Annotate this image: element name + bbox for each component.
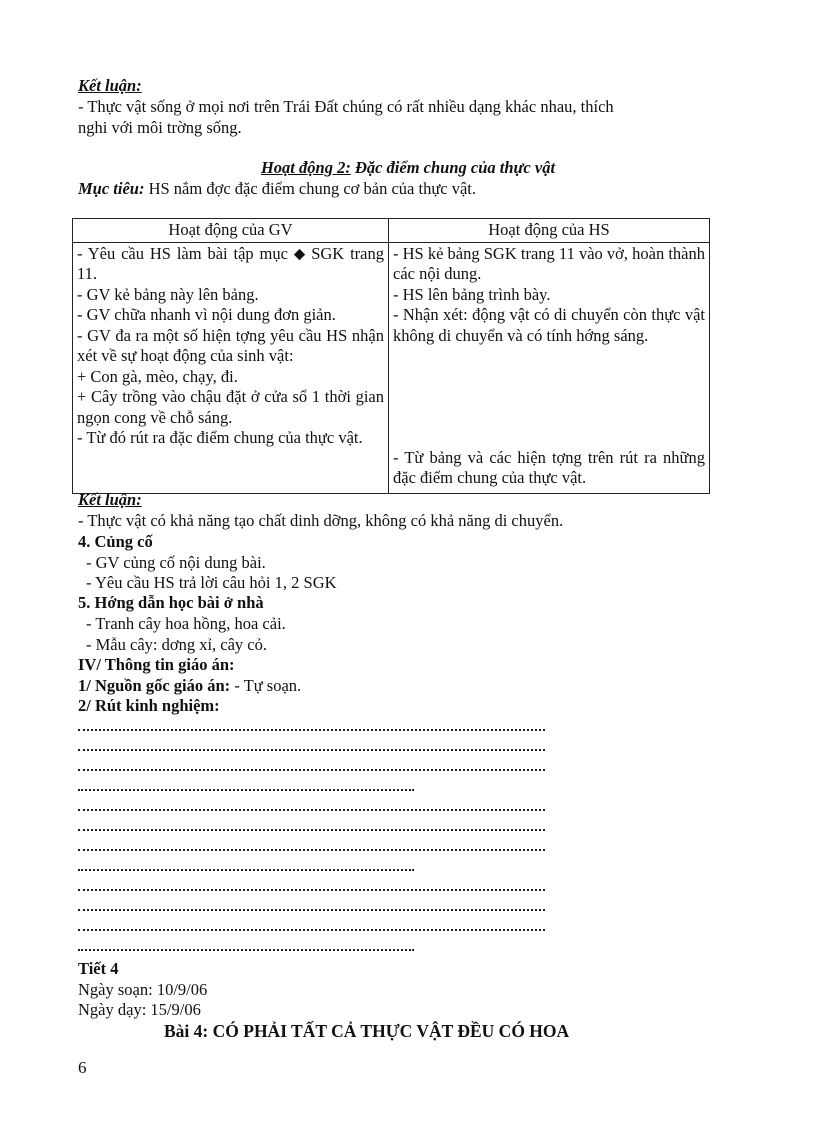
hs-line: - HS kẻ bảng SGK trang 11 vào vở, hoàn thành các nội dung.	[393, 243, 705, 283]
conclusion-line: - Thực vật có khả năng tạo chất dinh dỡng, không có khả năng di chuyển.	[78, 511, 564, 530]
hs-activities-cell	[389, 242, 710, 493]
list-item: - Mẫu cây: dơng xỉ, cây cỏ.	[86, 635, 268, 654]
section-title: IV/ Thông tin giáo án:	[78, 655, 235, 674]
conclusion-line: - Thực vật sống ở mọi nơi trên Trái Đất chúng có rất nhiều dạng khác nhau, thích	[78, 97, 614, 116]
dotted-line	[78, 806, 545, 811]
activity-objective	[78, 179, 476, 199]
lesson-title-text: CÓ PHẢI TẤT CẢ THỰC VẬT ĐỀU CÓ HOA	[208, 1021, 570, 1041]
conclusion-heading: Kết luận:	[78, 490, 142, 509]
objective-label: Mục tiêu:	[78, 179, 145, 198]
section-title: 4. Củng cố	[78, 532, 153, 551]
dotted-line	[78, 726, 545, 731]
activity-title-prefix: Hoạt động 2:	[260, 158, 351, 177]
section-title: 5. Hớng dẫn học bài ở nhà	[78, 593, 264, 612]
dotted-line	[78, 926, 545, 931]
dotted-line	[78, 746, 545, 751]
list-item: - Tranh cây hoa hồng, hoa cải.	[86, 614, 286, 633]
gv-line: + Con gà, mèo, chạy, đi.	[77, 366, 238, 386]
period-label: Tiết 4	[78, 959, 119, 978]
gv-line: - Yêu cầu HS làm bài tập mục ⬥ SGK trang 11.	[77, 243, 384, 283]
activity-table	[72, 218, 710, 494]
gv-activities-cell	[73, 242, 389, 493]
dotted-line	[78, 906, 545, 911]
gv-line: - Từ đó rút ra đặc điểm chung của thực vật.	[77, 428, 363, 447]
dotted-line	[78, 766, 545, 771]
dotted-line	[78, 826, 545, 831]
table-header-gv: Hoạt động của GV	[73, 219, 389, 243]
gv-line: - GV đa ra một số hiện tợng yêu cầu HS nhận xét về sự hoạt động của sinh vật:	[77, 325, 384, 365]
teach-date: Ngày dạy: 15/9/06	[78, 1000, 201, 1019]
activity-title-text: Đặc điểm chung của thực vật	[350, 158, 556, 177]
dotted-line	[78, 786, 414, 791]
objective-text: HS nắm đợc đặc điểm chung cơ bản của thực vật.	[144, 179, 477, 198]
hs-line: - HS lên bảng trình bày.	[393, 284, 551, 304]
table-header-hs: Hoạt động của HS	[389, 219, 710, 243]
dotted-line	[78, 846, 545, 851]
prep-date: Ngày soạn: 10/9/06	[78, 980, 208, 999]
lesson-source	[78, 676, 301, 696]
gv-line: - GV kẻ bảng này lên bảng.	[77, 284, 259, 304]
gv-line: + Cây trồng vào chậu đặt ở cửa sổ 1 thời gian ngọn cong về chỗ sáng.	[77, 387, 384, 427]
source-label: 1/ Nguồn gốc giáo án:	[78, 676, 231, 695]
list-item: - GV củng cố nội dung bài.	[86, 553, 266, 572]
dotted-line	[78, 886, 545, 891]
list-item: - Yêu cầu HS trả lời câu hỏi 1, 2 SGK	[86, 573, 337, 592]
activity-title	[0, 158, 816, 178]
gv-line: - GV chữa nhanh vì nội dung đơn giản.	[77, 305, 336, 324]
source-value: - Tự soạn.	[230, 676, 302, 695]
conclusion-heading: Kết luận:	[78, 76, 142, 95]
lesson-title-label: Bài 4:	[164, 1021, 209, 1041]
dotted-line	[78, 946, 414, 951]
lesson-title	[164, 1021, 569, 1042]
experience-label: 2/ Rút kinh nghiệm:	[78, 696, 220, 715]
dotted-line	[78, 866, 414, 871]
hs-line: - Từ bảng và các hiện tợng trên rút ra những đặc điểm chung của thực vật.	[393, 447, 705, 487]
hs-line: - Nhận xét: động vật có di chuyển còn thực vật không di chuyển và có tính hớng sáng.	[393, 305, 705, 345]
conclusion-line: nghi với môi trờng sống.	[78, 118, 242, 137]
page-number: 6	[78, 1058, 87, 1077]
